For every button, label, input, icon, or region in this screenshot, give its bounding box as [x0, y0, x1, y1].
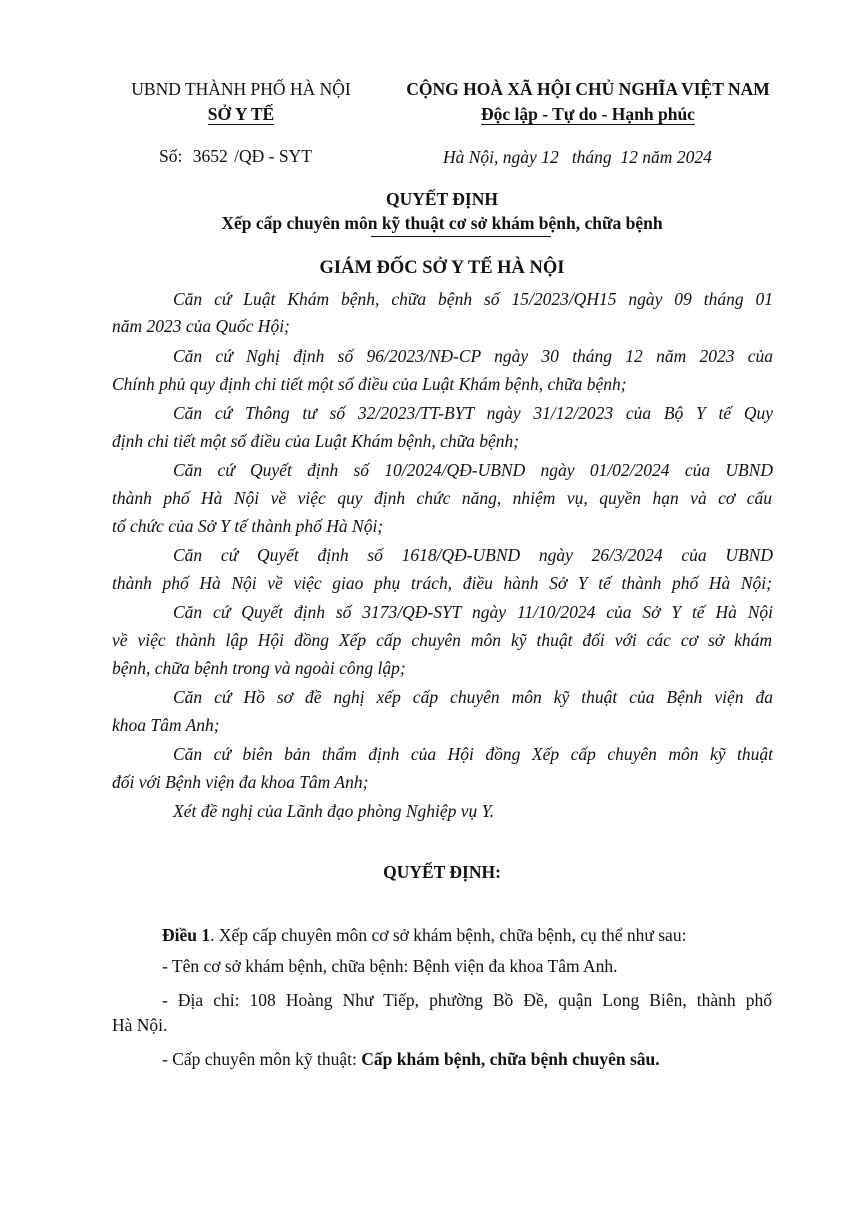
article-1-facility: - Tên cơ sở khám bệnh, chữa bệnh: Bệnh viện đa khoa Tâm Anh.	[162, 956, 618, 976]
decision-heading: QUYẾT ĐỊNH:	[383, 862, 501, 882]
article-1-label: Điều 1	[162, 925, 211, 945]
number-label: Số:	[159, 146, 183, 166]
nation-motto: Độc lập - Tự do - Hạnh phúc	[481, 104, 695, 124]
basis-5-line-1: Căn cứ Quyết định số 1618/QĐ-UBND ngày 26/3/2024 của UBND	[173, 545, 773, 565]
basis-1-line-1: Căn cứ Luật Khám bệnh, chữa bệnh số 15/2023/QH15 ngày 09 tháng 01	[173, 289, 773, 309]
article-1-address-line-1: - Địa chỉ: 108 Hoàng Như Tiếp, phường Bồ Đề, quận Long Biên, thành phố	[162, 990, 772, 1010]
basis-7-line-2: khoa Tâm Anh;	[112, 715, 220, 735]
basis-4-line-2: thành phố Hà Nội về việc quy định chức năng, nhiệm vụ, quyền hạn và cơ cấu	[112, 488, 772, 508]
basis-2-line-2: Chính phủ quy định chi tiết một số điều của Luật Khám bệnh, chữa bệnh;	[112, 374, 627, 394]
document-subject: Xếp cấp chuyên môn kỹ thuật cơ sở khám bệnh, chữa bệnh	[221, 213, 663, 233]
org-line-1: UBND THÀNH PHỐ HÀ NỘI	[131, 79, 351, 99]
article-1-level	[162, 1045, 660, 1073]
basis-9-line-1: Xét đề nghị của Lãnh đạo phòng Nghiệp vụ Y.	[173, 801, 495, 821]
article-1-text: . Xếp cấp chuyên môn cơ sở khám bệnh, chữa bệnh, cụ thể như sau:	[210, 925, 687, 945]
subject-underline	[371, 236, 551, 237]
basis-2-line-1: Căn cứ Nghị định số 96/2023/NĐ-CP ngày 30 tháng 12 năm 2023 của	[173, 346, 773, 366]
document-date: Hà Nội, ngày 12 tháng 12 năm 2024	[443, 147, 712, 167]
org-line-2: SỞ Y TẾ	[207, 104, 275, 124]
basis-8-line-2: đối với Bệnh viện đa khoa Tâm Anh;	[112, 772, 369, 792]
number-suffix: /QĐ - SYT	[234, 146, 312, 166]
basis-6-line-3: bệnh, chữa bệnh trong và ngoài công lập;	[112, 658, 406, 678]
nation-motto-wrap	[388, 104, 788, 125]
document-number	[159, 146, 312, 167]
basis-6-line-1: Căn cứ Quyết định số 3173/QĐ-SYT ngày 11/10/2024 của Sở Y tế Hà Nội	[173, 602, 773, 622]
basis-4-line-1: Căn cứ Quyết định số 10/2024/QĐ-UBND ngày 01/02/2024 của UBND	[173, 460, 773, 480]
nation-title: CỘNG HOÀ XÃ HỘI CHỦ NGHĨA VIỆT NAM	[406, 79, 770, 99]
issuing-authority	[112, 79, 370, 100]
authority-heading: GIÁM ĐỐC SỞ Y TẾ HÀ NỘI	[319, 258, 565, 278]
basis-4-line-3: tổ chức của Sở Y tế thành phố Hà Nội;	[112, 516, 384, 536]
article-1-level-label: - Cấp chuyên môn kỹ thuật:	[162, 1049, 362, 1069]
basis-3-line-1: Căn cứ Thông tư số 32/2023/TT-BYT ngày 31/12/2023 của Bộ Y tế Quy	[173, 403, 773, 423]
basis-8-line-1: Căn cứ biên bản thẩm định của Hội đồng Xếp cấp chuyên môn kỹ thuật	[173, 744, 773, 764]
basis-7-line-1: Căn cứ Hồ sơ đề nghị xếp cấp chuyên môn kỹ thuật của Bệnh viện đa	[173, 687, 773, 707]
basis-3-line-2: định chi tiết một số điều của Luật Khám bệnh, chữa bệnh;	[112, 431, 520, 451]
article-1-heading	[162, 921, 686, 949]
basis-6-line-2: về việc thành lập Hội đồng Xếp cấp chuyên môn kỹ thuật đối với các cơ sở khám	[112, 630, 772, 650]
issuing-department	[112, 104, 370, 125]
number-value: 3652	[192, 146, 228, 166]
article-1-level-value: Cấp khám bệnh, chữa bệnh chuyên sâu.	[361, 1049, 660, 1069]
document-type-heading: QUYẾT ĐỊNH	[386, 189, 498, 209]
basis-5-line-2: thành phố Hà Nội về việc giao phụ trách, điều hành Sở Y tế thành phố Hà Nội;	[112, 573, 772, 593]
basis-1-line-2: năm 2023 của Quốc Hội;	[112, 316, 290, 336]
article-1-address-line-2: Hà Nội.	[112, 1015, 168, 1035]
